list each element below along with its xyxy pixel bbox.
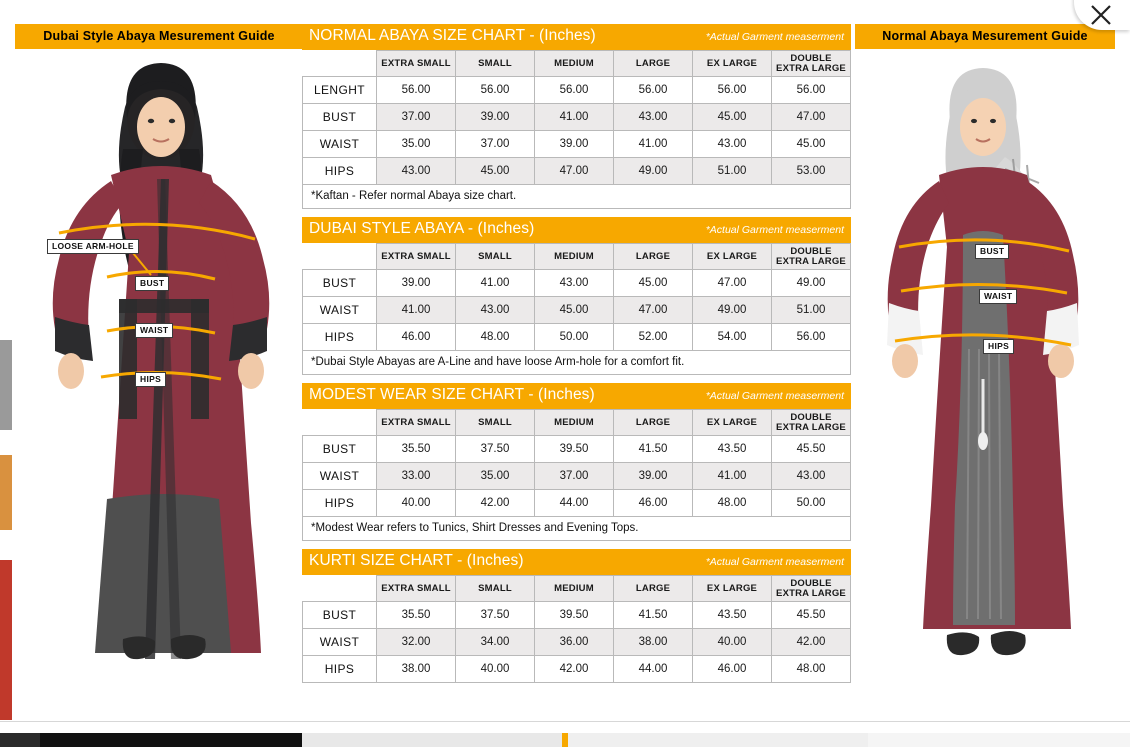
thumbnail-item[interactable] — [0, 733, 40, 747]
thumbnail-item[interactable] — [568, 733, 868, 747]
table-header-row — [303, 410, 851, 436]
row-label: HIPS — [303, 158, 377, 185]
cell-value: 49.00 — [772, 270, 851, 297]
cell-value: 41.00 — [456, 270, 535, 297]
col-large: LARGE — [614, 244, 693, 270]
cell-value: 37.50 — [456, 436, 535, 463]
table-row — [303, 463, 851, 490]
cell-value: 43.00 — [614, 104, 693, 131]
cell-value: 35.50 — [377, 436, 456, 463]
cell-value: 45.50 — [772, 436, 851, 463]
size-table — [302, 50, 851, 185]
cell-value: 41.00 — [377, 297, 456, 324]
table-row — [303, 104, 851, 131]
cell-value: 35.50 — [377, 602, 456, 629]
cell-value: 45.00 — [456, 158, 535, 185]
chart-footnote: *Dubai Style Abayas are A-Line and have loose Arm-hole for a comfort fit. — [302, 351, 851, 375]
cell-value: 56.00 — [693, 77, 772, 104]
table-corner — [303, 576, 377, 602]
cell-value: 44.00 — [535, 490, 614, 517]
thumbnail-item[interactable] — [868, 733, 1130, 747]
cell-value: 37.00 — [456, 131, 535, 158]
cell-value: 39.00 — [614, 463, 693, 490]
cell-value: 47.00 — [772, 104, 851, 131]
col-medium: MEDIUM — [535, 410, 614, 436]
cell-value: 39.50 — [535, 436, 614, 463]
table-corner — [303, 410, 377, 436]
cell-value: 56.00 — [456, 77, 535, 104]
col-ex-large: EX LARGE — [693, 576, 772, 602]
cell-value: 43.50 — [693, 602, 772, 629]
chart-footnote: *Modest Wear refers to Tunics, Shirt Dresses and Evening Tops. — [302, 517, 851, 541]
callout-hips-left: HIPS — [135, 372, 166, 387]
cell-value: 40.00 — [456, 656, 535, 683]
table-row — [303, 131, 851, 158]
row-label: BUST — [303, 602, 377, 629]
row-label: BUST — [303, 436, 377, 463]
cell-value: 38.00 — [614, 629, 693, 656]
cell-value: 35.00 — [377, 131, 456, 158]
cell-value: 46.00 — [377, 324, 456, 351]
chart-note: *Actual Garment measerment — [705, 390, 844, 402]
cell-value: 38.00 — [377, 656, 456, 683]
chart-note: *Actual Garment measerment — [705, 224, 844, 236]
cell-value: 47.00 — [614, 297, 693, 324]
page-edge-strip — [0, 340, 12, 430]
cell-value: 52.00 — [614, 324, 693, 351]
cell-value: 46.00 — [693, 656, 772, 683]
cell-value: 37.00 — [535, 463, 614, 490]
row-label: HIPS — [303, 490, 377, 517]
table-corner — [303, 244, 377, 270]
col-extra-small: EXTRA SMALL — [377, 410, 456, 436]
row-label: WAIST — [303, 131, 377, 158]
cell-value: 45.00 — [772, 131, 851, 158]
table-header-row — [303, 244, 851, 270]
normal-abaya-illustration — [855, 49, 1115, 669]
cell-value: 43.00 — [377, 158, 456, 185]
table-row — [303, 158, 851, 185]
chart-kurti — [302, 549, 851, 683]
chart-note: *Actual Garment measerment — [705, 556, 844, 568]
cell-value: 33.00 — [377, 463, 456, 490]
cell-value: 48.00 — [693, 490, 772, 517]
callout-hips-right: HIPS — [983, 339, 1014, 354]
chart-footnote: *Kaftan - Refer normal Abaya size chart. — [302, 185, 851, 209]
chart-title: DUBAI STYLE ABAYA - (Inches) — [309, 220, 535, 237]
chart-normal-abaya — [302, 24, 851, 209]
left-panel-title: Dubai Style Abaya Mesurement Guide — [15, 24, 303, 49]
table-row — [303, 270, 851, 297]
col-small: SMALL — [456, 410, 535, 436]
col-medium: MEDIUM — [535, 244, 614, 270]
cell-value: 41.00 — [693, 463, 772, 490]
chart-dubai-style-abaya — [302, 217, 851, 375]
size-table — [302, 243, 851, 351]
row-label: WAIST — [303, 463, 377, 490]
cell-value: 45.00 — [535, 297, 614, 324]
cell-value: 40.00 — [377, 490, 456, 517]
cell-value: 53.00 — [772, 158, 851, 185]
cell-value: 48.00 — [772, 656, 851, 683]
size-table — [302, 575, 851, 683]
col-medium: MEDIUM — [535, 576, 614, 602]
callout-loose-arm-hole: LOOSE ARM-HOLE — [47, 239, 139, 254]
cell-value: 41.50 — [614, 436, 693, 463]
col-extra-small: EXTRA SMALL — [377, 51, 456, 77]
cell-value: 49.00 — [693, 297, 772, 324]
cell-value: 47.00 — [693, 270, 772, 297]
chart-title: NORMAL ABAYA SIZE CHART - (Inches) — [309, 27, 596, 44]
cell-value: 50.00 — [535, 324, 614, 351]
col-double-extra-large: DOUBLE EXTRA LARGE — [772, 410, 851, 436]
cell-value: 51.00 — [772, 297, 851, 324]
cell-value: 39.00 — [377, 270, 456, 297]
table-header-row — [303, 51, 851, 77]
cell-value: 51.00 — [693, 158, 772, 185]
thumbnail-item[interactable] — [40, 733, 302, 747]
cell-value: 37.50 — [456, 602, 535, 629]
cell-value: 39.50 — [535, 602, 614, 629]
chart-modest-wear — [302, 383, 851, 541]
table-row — [303, 656, 851, 683]
row-label: BUST — [303, 104, 377, 131]
row-label: LENGHT — [303, 77, 377, 104]
cell-value: 47.00 — [535, 158, 614, 185]
row-label: WAIST — [303, 629, 377, 656]
cell-value: 41.00 — [535, 104, 614, 131]
chart-title: MODEST WEAR SIZE CHART - (Inches) — [309, 386, 595, 403]
table-row — [303, 490, 851, 517]
row-label: HIPS — [303, 324, 377, 351]
col-double-extra-large: DOUBLE EXTRA LARGE — [772, 576, 851, 602]
cell-value: 43.00 — [772, 463, 851, 490]
cell-value: 41.00 — [614, 131, 693, 158]
col-ex-large: EX LARGE — [693, 51, 772, 77]
callout-waist-left: WAIST — [135, 323, 173, 338]
cell-value: 43.00 — [535, 270, 614, 297]
chart-note: *Actual Garment measerment — [705, 31, 844, 43]
row-label: WAIST — [303, 297, 377, 324]
col-small: SMALL — [456, 576, 535, 602]
cell-value: 56.00 — [614, 77, 693, 104]
thumbnail-strip — [0, 733, 1130, 747]
table-header-row — [303, 576, 851, 602]
cell-value: 46.00 — [614, 490, 693, 517]
chart-header — [302, 383, 851, 409]
cell-value: 39.00 — [535, 131, 614, 158]
table-row — [303, 602, 851, 629]
callout-bust-left: BUST — [135, 276, 169, 291]
dubai-abaya-illustration — [15, 49, 303, 669]
thumbnail-item[interactable] — [302, 733, 562, 747]
callout-bust-right: BUST — [975, 244, 1009, 259]
table-row — [303, 629, 851, 656]
cell-value: 54.00 — [693, 324, 772, 351]
col-large: LARGE — [614, 576, 693, 602]
cell-value: 34.00 — [456, 629, 535, 656]
cell-value: 56.00 — [772, 77, 851, 104]
row-label: BUST — [303, 270, 377, 297]
cell-value: 42.00 — [535, 656, 614, 683]
col-double-extra-large: DOUBLE EXTRA LARGE — [772, 244, 851, 270]
col-ex-large: EX LARGE — [693, 244, 772, 270]
col-extra-small: EXTRA SMALL — [377, 244, 456, 270]
cell-value: 43.50 — [693, 436, 772, 463]
cell-value: 45.00 — [693, 104, 772, 131]
cell-value: 45.00 — [614, 270, 693, 297]
cell-value: 32.00 — [377, 629, 456, 656]
table-row — [303, 324, 851, 351]
cell-value: 49.00 — [614, 158, 693, 185]
cell-value: 56.00 — [535, 77, 614, 104]
cell-value: 37.00 — [377, 104, 456, 131]
col-small: SMALL — [456, 51, 535, 77]
table-row — [303, 436, 851, 463]
page-edge-strip — [0, 560, 12, 720]
cell-value: 43.00 — [456, 297, 535, 324]
chart-header — [302, 549, 851, 575]
cell-value: 41.50 — [614, 602, 693, 629]
col-double-extra-large: DOUBLE EXTRA LARGE — [772, 51, 851, 77]
row-label: HIPS — [303, 656, 377, 683]
chart-header — [302, 217, 851, 243]
right-guide-panel — [855, 24, 1115, 689]
col-large: LARGE — [614, 51, 693, 77]
chart-header — [302, 24, 851, 50]
page-edge-strip — [0, 455, 12, 530]
cell-value: 39.00 — [456, 104, 535, 131]
col-extra-small: EXTRA SMALL — [377, 576, 456, 602]
cell-value: 42.00 — [456, 490, 535, 517]
col-medium: MEDIUM — [535, 51, 614, 77]
cell-value: 56.00 — [772, 324, 851, 351]
cell-value: 50.00 — [772, 490, 851, 517]
cell-value: 45.50 — [772, 602, 851, 629]
cell-value: 44.00 — [614, 656, 693, 683]
cell-value: 35.00 — [456, 463, 535, 490]
size-table — [302, 409, 851, 517]
normal-abaya-figure — [855, 49, 1115, 689]
cell-value: 36.00 — [535, 629, 614, 656]
close-icon — [1088, 2, 1114, 28]
col-ex-large: EX LARGE — [693, 410, 772, 436]
chart-title: KURTI SIZE CHART - (Inches) — [309, 552, 524, 569]
col-large: LARGE — [614, 410, 693, 436]
callout-waist-right: WAIST — [979, 289, 1017, 304]
right-panel-title: Normal Abaya Mesurement Guide — [855, 24, 1115, 49]
cell-value: 43.00 — [693, 131, 772, 158]
cell-value: 42.00 — [772, 629, 851, 656]
cell-value: 56.00 — [377, 77, 456, 104]
col-small: SMALL — [456, 244, 535, 270]
size-charts-column — [302, 24, 851, 691]
table-row — [303, 297, 851, 324]
table-row — [303, 77, 851, 104]
cell-value: 48.00 — [456, 324, 535, 351]
table-corner — [303, 51, 377, 77]
left-guide-panel — [15, 24, 303, 689]
cell-value: 40.00 — [693, 629, 772, 656]
dubai-style-abaya-figure — [15, 49, 303, 689]
